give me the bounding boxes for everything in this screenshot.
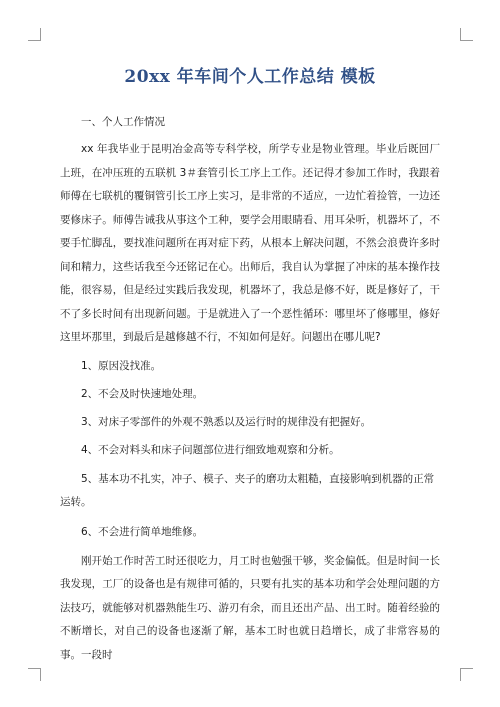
crop-mark-top-left [28, 28, 41, 41]
paragraph-work-history: xx 年我毕业于昆明冶金高等专科学校，所学专业是物业管理。毕业后既回厂上班，在冲压班的五联机 3＃套管引长工序上工作。还记得才参加工作时，我跟着师傅在七联机的覆铜管引长工序上实习，是非常的不适应，一边忙着捡管，一边还要修床子。师傅告诫我从事这个工种，要学会用眼睛看、用耳朵听，机器坏了，不要手忙脚乱，要找准问题所在再对症下药，从根本上解决问题，不然会浪费许多时间和精力，这些话我至今还铭记在心。出师后，我自认为掌握了冲床的基本操作技能，很容易，但是经过实践后我发现，机器坏了，我总是修不好，既是修好了，干不了多长时间有出现新问题。于是就进入了一个恶性循环：哪里坏了修哪里，修好这里坏那里，到最后是越修越不行，不知如何是好。问题出在哪儿呢? [60, 143, 440, 343]
list-item: 6、不会进行简单地维修。 [81, 525, 204, 538]
list-item: 2、不会及时快速地处理。 [81, 387, 204, 400]
list-item: 5、基本功不扎实，冲子、模子、夹子的磨功太粗糙，直接影响到机器的正常运转。 [60, 472, 435, 508]
crop-mark-bottom-right [460, 668, 473, 681]
crop-mark-bottom-left [28, 668, 41, 681]
document-body [60, 112, 440, 667]
paragraph-progress: 刚开始工作时苦工时还很吃力，月工时也勉强干够，奖金偏低。但是时间一长我发现，工厂的设备也是有规律可循的，只要有扎实的基本功和学会处理问题的方法技巧，就能够对机器熟能生巧、游刃有余，而且还出产品、出工时。随着经验的不断增长，对自己的设备也逐渐了解，基本工时也就日趋增长，成了非常容易的事。一段时 [60, 554, 440, 661]
document-title: 20xx 年车间个人工作总结 模板 [124, 67, 376, 87]
list-item: 3、对床子零部件的外观不熟悉以及运行时的规律没有把握好。 [81, 415, 372, 428]
list-item: 1、原因没找准。 [81, 359, 162, 372]
problem-list [60, 356, 440, 542]
list-item: 4、不会对料头和床子问题部位进行细致地观察和分析。 [81, 443, 340, 456]
crop-mark-top-right [460, 28, 473, 41]
section-heading: 一、个人工作情况 [81, 116, 165, 128]
